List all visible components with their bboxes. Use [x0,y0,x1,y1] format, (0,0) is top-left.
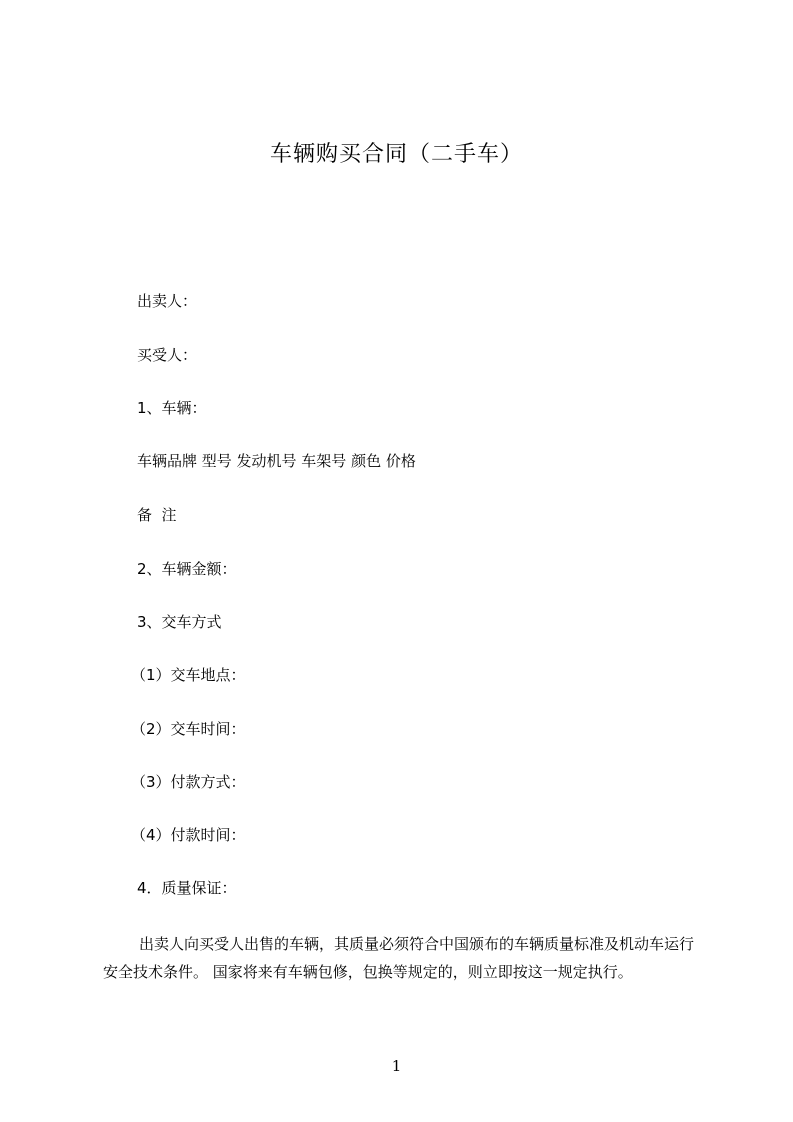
vehicle-fields-line: 车辆品牌 型号 发动机号 车架号 颜色 价格 [137,452,416,470]
remarks-line: 备 注 [137,506,177,524]
document-title: 车辆购买合同（二手车） [269,142,523,167]
page-number: 1 [391,1057,402,1075]
seller-line: 出卖人： [137,292,198,310]
amount-line: 2、车辆金额： [137,560,237,578]
payment-method-line: （3）付款方式： [131,773,246,791]
quality-heading: 4．质量保证： [137,879,237,897]
delivery-time-line: （2）交车时间： [131,720,246,738]
payment-time-line: （4）付款时间： [131,826,246,844]
delivery-heading: 3、交车方式 [137,613,222,631]
quality-paragraph: 出卖人向买受人出售的车辆，其质量必须符合中国颁布的车辆质量标准及机动车运行安全技术条件。 国家将来有车辆包修，包换等规定的，则立即按这一规定执行。 [103,935,695,981]
buyer-line: 买受人： [137,346,198,364]
vehicle-heading: 1、车辆： [137,399,207,417]
delivery-location-line: （1）交车地点： [131,666,246,684]
